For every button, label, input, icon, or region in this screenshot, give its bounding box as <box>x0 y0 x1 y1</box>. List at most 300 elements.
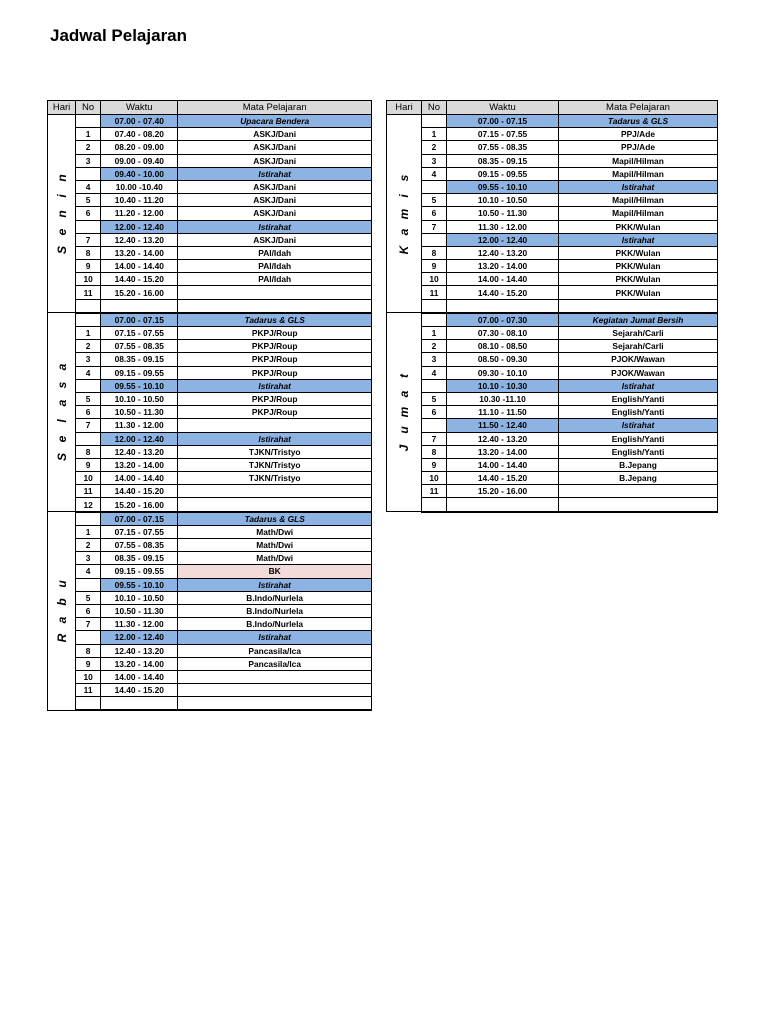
table-row <box>387 299 718 313</box>
time-cell: 10.10 - 10.50 <box>101 591 178 604</box>
time-cell: 09.55 - 10.10 <box>101 379 178 392</box>
subject-cell: Istirahat <box>178 167 372 180</box>
table-row <box>387 115 718 128</box>
time-cell: 08.10 - 08.50 <box>447 340 559 353</box>
time-cell: 09.55 - 10.10 <box>447 180 559 193</box>
period-number: 11 <box>422 485 447 498</box>
period-number: 2 <box>76 141 101 154</box>
subject-cell: TJKN/Tristyo <box>178 472 372 485</box>
table-row <box>48 604 372 617</box>
subject-cell <box>559 299 718 313</box>
header-no: No <box>422 101 447 115</box>
table-row <box>387 406 718 419</box>
day-letter: a <box>397 390 411 398</box>
subject-cell: Tadarus & GLS <box>178 512 372 526</box>
time-cell: 10.10 - 10.30 <box>447 379 559 392</box>
day-letter: S <box>54 245 69 254</box>
time-cell: 07.00 - 07.15 <box>101 313 178 327</box>
day-letter: s <box>54 381 69 389</box>
subject-cell: B.Jepang <box>559 472 718 485</box>
period-number: 10 <box>76 472 101 485</box>
day-letter: t <box>397 374 411 379</box>
time-cell: 07.55 - 08.35 <box>101 340 178 353</box>
table-row <box>48 670 372 683</box>
period-number: 4 <box>422 167 447 180</box>
time-cell: 12.40 - 13.20 <box>447 246 559 259</box>
period-number: 8 <box>76 246 101 259</box>
time-cell: 08.35 - 09.15 <box>447 154 559 167</box>
table-row <box>48 498 372 512</box>
time-cell <box>101 697 178 711</box>
table-row <box>387 194 718 207</box>
table-row <box>387 141 718 154</box>
table-row <box>48 128 372 141</box>
period-number: 4 <box>76 180 101 193</box>
subject-cell: ASKJ/Dani <box>178 180 372 193</box>
period-number: 7 <box>76 618 101 631</box>
subject-cell: PKK/Wulan <box>559 286 718 299</box>
time-cell: 13.20 - 14.00 <box>101 458 178 471</box>
subject-cell: Mapil/Hilman <box>559 167 718 180</box>
table-row <box>48 684 372 697</box>
subject-cell: Mapil/Hilman <box>559 154 718 167</box>
period-number: 4 <box>76 366 101 379</box>
time-cell: 09.30 - 10.10 <box>447 366 559 379</box>
time-cell: 14.00 - 14.40 <box>101 670 178 683</box>
time-cell: 07.00 - 07.15 <box>447 115 559 128</box>
period-number: 4 <box>422 366 447 379</box>
time-cell: 08.20 - 09.00 <box>101 141 178 154</box>
time-cell: 12.00 - 12.40 <box>447 233 559 246</box>
subject-cell: PKPJ/Roup <box>178 353 372 366</box>
table-row <box>387 128 718 141</box>
subject-cell: Istirahat <box>178 432 372 445</box>
period-number <box>422 419 447 432</box>
subject-cell: Istirahat <box>559 379 718 392</box>
header-mapel: Mata Pelajaran <box>559 101 718 115</box>
time-cell: 09.15 - 09.55 <box>101 565 178 578</box>
period-number: 6 <box>76 207 101 220</box>
table-row <box>387 432 718 445</box>
table-row <box>48 392 372 405</box>
time-cell: 12.40 - 13.20 <box>101 445 178 458</box>
time-cell: 13.20 - 14.00 <box>447 445 559 458</box>
time-cell: 14.40 - 15.20 <box>101 485 178 498</box>
time-cell: 14.00 - 14.40 <box>101 472 178 485</box>
time-cell: 09.15 - 09.55 <box>101 366 178 379</box>
day-letter: l <box>54 419 69 423</box>
table-row <box>387 472 718 485</box>
subject-cell: ASKJ/Dani <box>178 233 372 246</box>
period-number: 8 <box>422 246 447 259</box>
time-cell: 14.40 - 15.20 <box>101 684 178 697</box>
subject-cell: Istirahat <box>178 578 372 591</box>
period-number <box>76 299 101 313</box>
table-row <box>387 445 718 458</box>
day-name <box>48 358 75 466</box>
period-number: 8 <box>76 644 101 657</box>
table-row <box>48 458 372 471</box>
table-row <box>48 246 372 259</box>
table-row <box>48 313 372 327</box>
schedule-table-left <box>47 100 372 711</box>
subject-cell <box>178 299 372 313</box>
subject-cell: Istirahat <box>559 233 718 246</box>
subject-cell: TJKN/Tristyo <box>178 458 372 471</box>
subject-cell: Sejarah/Carli <box>559 327 718 340</box>
period-number: 7 <box>422 432 447 445</box>
subject-cell: PKK/Wulan <box>559 260 718 273</box>
period-number: 3 <box>422 154 447 167</box>
table-row <box>387 327 718 340</box>
time-cell: 11.30 - 12.00 <box>447 220 559 233</box>
table-row <box>48 286 372 299</box>
table-row <box>48 327 372 340</box>
subject-cell: ASKJ/Dani <box>178 154 372 167</box>
time-cell: 10.00 -10.40 <box>101 180 178 193</box>
time-cell: 07.30 - 08.10 <box>447 327 559 340</box>
subject-cell: PAI/Idah <box>178 273 372 286</box>
time-cell: 10.50 - 11.30 <box>101 604 178 617</box>
time-cell: 07.00 - 07.15 <box>101 512 178 526</box>
period-number <box>422 299 447 313</box>
period-number: 5 <box>76 194 101 207</box>
subject-cell: B.Indo/Nurlela <box>178 604 372 617</box>
subject-cell: Istirahat <box>559 180 718 193</box>
table-row <box>48 194 372 207</box>
time-cell: 10.10 - 10.50 <box>101 392 178 405</box>
period-number: 9 <box>76 458 101 471</box>
time-cell: 07.55 - 08.35 <box>101 539 178 552</box>
table-row <box>48 525 372 538</box>
subject-cell: PAI/Idah <box>178 260 372 273</box>
table-row <box>48 512 372 526</box>
period-number: 11 <box>422 286 447 299</box>
header-hari: Hari <box>48 101 76 115</box>
day-label <box>48 313 76 512</box>
day-label <box>48 115 76 313</box>
period-number <box>422 115 447 128</box>
time-cell: 10.30 -11.10 <box>447 392 559 405</box>
period-number: 3 <box>422 353 447 366</box>
table-row <box>48 657 372 670</box>
table-row <box>387 286 718 299</box>
period-number: 2 <box>76 340 101 353</box>
period-number: 1 <box>76 525 101 538</box>
subject-cell: Kegiatan Jumat Bersih <box>559 313 718 327</box>
subject-cell <box>178 684 372 697</box>
time-cell: 10.10 - 10.50 <box>447 194 559 207</box>
period-number <box>76 115 101 128</box>
table-row <box>48 565 372 578</box>
day-letter: a <box>54 399 69 407</box>
table-row <box>48 591 372 604</box>
table-row <box>48 445 372 458</box>
day-letter: a <box>54 363 69 371</box>
period-number <box>422 233 447 246</box>
time-cell: 12.40 - 13.20 <box>101 233 178 246</box>
period-number: 7 <box>422 220 447 233</box>
period-number: 9 <box>76 657 101 670</box>
header-no: No <box>76 101 101 115</box>
day-letter: e <box>54 228 69 235</box>
table-header <box>48 101 372 115</box>
table-row <box>387 379 718 392</box>
table-row <box>48 260 372 273</box>
day-letter: n <box>54 209 69 218</box>
page-title: Jadwal Pelajaran <box>50 26 188 45</box>
period-number: 1 <box>422 327 447 340</box>
period-number: 6 <box>422 207 447 220</box>
time-cell: 13.20 - 14.00 <box>447 260 559 273</box>
time-cell: 15.20 - 16.00 <box>101 498 178 512</box>
period-number: 5 <box>76 392 101 405</box>
table-row <box>387 485 718 498</box>
subject-cell: Upacara Bendera <box>178 115 372 128</box>
time-cell: 14.00 - 14.40 <box>101 260 178 273</box>
subject-cell: PJOK/Wawan <box>559 366 718 379</box>
period-number: 11 <box>76 286 101 299</box>
subject-cell: PKPJ/Roup <box>178 392 372 405</box>
subject-cell: Istirahat <box>559 419 718 432</box>
period-number: 11 <box>76 684 101 697</box>
time-cell: 08.35 - 09.15 <box>101 353 178 366</box>
day-letter: i <box>54 193 69 198</box>
time-cell: 11.20 - 12.00 <box>101 207 178 220</box>
day-name <box>48 575 75 647</box>
period-number: 10 <box>422 472 447 485</box>
time-cell: 13.20 - 14.00 <box>101 246 178 259</box>
period-number: 10 <box>76 670 101 683</box>
subject-cell: Tadarus & GLS <box>178 313 372 327</box>
subject-cell: PKK/Wulan <box>559 220 718 233</box>
period-number: 6 <box>422 406 447 419</box>
table-row <box>387 180 718 193</box>
table-row <box>48 539 372 552</box>
table-row <box>387 498 718 512</box>
table-row <box>48 366 372 379</box>
table-row <box>48 273 372 286</box>
table-row <box>387 392 718 405</box>
subject-cell <box>178 670 372 683</box>
day-letter: a <box>54 616 69 624</box>
time-cell: 07.40 - 08.20 <box>101 128 178 141</box>
time-cell: 12.40 - 13.20 <box>447 432 559 445</box>
time-cell: 12.00 - 12.40 <box>101 631 178 644</box>
table-row <box>48 340 372 353</box>
table-row <box>387 366 718 379</box>
time-cell: 14.40 - 15.20 <box>447 286 559 299</box>
subject-cell: English/Yanti <box>559 432 718 445</box>
table-row <box>48 233 372 246</box>
time-cell: 11.30 - 12.00 <box>101 618 178 631</box>
subject-cell: PPJ/Ade <box>559 128 718 141</box>
period-number: 4 <box>76 565 101 578</box>
day-letter: a <box>397 228 411 235</box>
time-cell: 11.10 - 11.50 <box>447 406 559 419</box>
table-row <box>48 180 372 193</box>
day-letter: u <box>54 580 69 588</box>
subject-cell: Tadarus & GLS <box>559 115 718 128</box>
time-cell: 09.55 - 10.10 <box>101 578 178 591</box>
day-label <box>387 313 422 512</box>
table-row <box>48 353 372 366</box>
time-cell: 07.15 - 07.55 <box>447 128 559 141</box>
day-letter: s <box>397 174 411 181</box>
time-cell: 07.15 - 07.55 <box>101 327 178 340</box>
subject-cell: PJOK/Wawan <box>559 353 718 366</box>
period-number <box>76 578 101 591</box>
time-cell <box>447 299 559 313</box>
table-row <box>387 167 718 180</box>
table-row <box>48 167 372 180</box>
subject-cell: Math/Dwi <box>178 525 372 538</box>
table-row <box>48 631 372 644</box>
time-cell <box>447 498 559 512</box>
period-number <box>76 432 101 445</box>
period-number <box>76 512 101 526</box>
table-row <box>48 220 372 233</box>
day-letter: R <box>54 633 69 643</box>
time-cell: 14.00 - 14.40 <box>447 273 559 286</box>
subject-cell: Mapil/Hilman <box>559 207 718 220</box>
table-row <box>48 141 372 154</box>
time-cell: 15.20 - 16.00 <box>447 485 559 498</box>
table-row <box>387 233 718 246</box>
time-cell: 15.20 - 16.00 <box>101 286 178 299</box>
table-row <box>387 207 718 220</box>
period-number: 8 <box>422 445 447 458</box>
time-cell: 14.00 - 14.40 <box>447 458 559 471</box>
time-cell: 10.50 - 11.30 <box>447 207 559 220</box>
day-label <box>387 115 422 313</box>
period-number <box>422 313 447 327</box>
time-cell: 09.15 - 09.55 <box>447 167 559 180</box>
day-letter: K <box>397 245 411 254</box>
time-cell: 10.40 - 11.20 <box>101 194 178 207</box>
period-number <box>76 167 101 180</box>
header-mapel: Mata Pelajaran <box>178 101 372 115</box>
table-row <box>387 353 718 366</box>
period-number: 10 <box>422 273 447 286</box>
table-row <box>387 340 718 353</box>
header-waktu: Waktu <box>447 101 559 115</box>
period-number <box>422 379 447 392</box>
table-row <box>48 115 372 128</box>
period-number: 1 <box>76 128 101 141</box>
time-cell: 07.55 - 08.35 <box>447 141 559 154</box>
period-number: 9 <box>76 260 101 273</box>
day-letter: i <box>397 193 411 198</box>
subject-cell: PKPJ/Roup <box>178 366 372 379</box>
subject-cell: PKK/Wulan <box>559 273 718 286</box>
day-name <box>387 367 421 457</box>
table-header <box>387 101 718 115</box>
period-number: 6 <box>76 406 101 419</box>
schedule-table-right <box>386 100 718 513</box>
table-row <box>48 299 372 313</box>
time-cell: 12.00 - 12.40 <box>101 432 178 445</box>
day-name <box>387 169 421 259</box>
table-row <box>48 697 372 711</box>
time-cell: 11.30 - 12.00 <box>101 419 178 432</box>
day-letter: n <box>54 173 69 182</box>
subject-cell <box>178 697 372 711</box>
table-row <box>48 472 372 485</box>
time-cell: 07.15 - 07.55 <box>101 525 178 538</box>
period-number: 3 <box>76 154 101 167</box>
time-cell: 10.50 - 11.30 <box>101 406 178 419</box>
period-number: 2 <box>76 539 101 552</box>
subject-cell <box>178 286 372 299</box>
period-number: 6 <box>76 604 101 617</box>
table-row <box>387 246 718 259</box>
period-number: 10 <box>76 273 101 286</box>
subject-cell: ASKJ/Dani <box>178 207 372 220</box>
table-row <box>387 220 718 233</box>
period-number: 3 <box>76 353 101 366</box>
subject-cell <box>178 485 372 498</box>
table-row <box>48 207 372 220</box>
table-row <box>48 552 372 565</box>
subject-cell <box>559 498 718 512</box>
period-number <box>76 313 101 327</box>
period-number: 7 <box>76 419 101 432</box>
subject-cell <box>178 498 372 512</box>
time-cell: 08.50 - 09.30 <box>447 353 559 366</box>
subject-cell: TJKN/Tristyo <box>178 445 372 458</box>
subject-cell <box>178 419 372 432</box>
subject-cell: PPJ/Ade <box>559 141 718 154</box>
time-cell: 07.00 - 07.30 <box>447 313 559 327</box>
period-number: 8 <box>76 445 101 458</box>
subject-cell: ASKJ/Dani <box>178 141 372 154</box>
period-number <box>422 498 447 512</box>
time-cell: 07.00 - 07.40 <box>101 115 178 128</box>
day-letter: e <box>54 435 69 443</box>
table-row <box>387 260 718 273</box>
subject-cell: BK <box>178 565 372 578</box>
subject-cell: English/Yanti <box>559 392 718 405</box>
period-number: 2 <box>422 340 447 353</box>
time-cell <box>101 299 178 313</box>
time-cell: 13.20 - 14.00 <box>101 657 178 670</box>
time-cell: 11.50 - 12.40 <box>447 419 559 432</box>
subject-cell: Math/Dwi <box>178 539 372 552</box>
period-number: 1 <box>422 128 447 141</box>
table-row <box>48 578 372 591</box>
table-row <box>48 154 372 167</box>
period-number: 9 <box>422 458 447 471</box>
day-letter: J <box>397 444 411 452</box>
subject-cell: PKPJ/Roup <box>178 406 372 419</box>
subject-cell: Pancasila/Ica <box>178 644 372 657</box>
period-number: 9 <box>422 260 447 273</box>
day-letter: m <box>397 406 411 418</box>
table-row <box>48 618 372 631</box>
subject-cell: B.Jepang <box>559 458 718 471</box>
period-number <box>76 379 101 392</box>
subject-cell: English/Yanti <box>559 445 718 458</box>
subject-cell: PKPJ/Roup <box>178 340 372 353</box>
table-row <box>387 458 718 471</box>
table-row <box>48 432 372 445</box>
subject-cell: PKK/Wulan <box>559 246 718 259</box>
period-number <box>76 697 101 711</box>
period-number <box>76 220 101 233</box>
subject-cell: ASKJ/Dani <box>178 194 372 207</box>
period-number: 7 <box>76 233 101 246</box>
